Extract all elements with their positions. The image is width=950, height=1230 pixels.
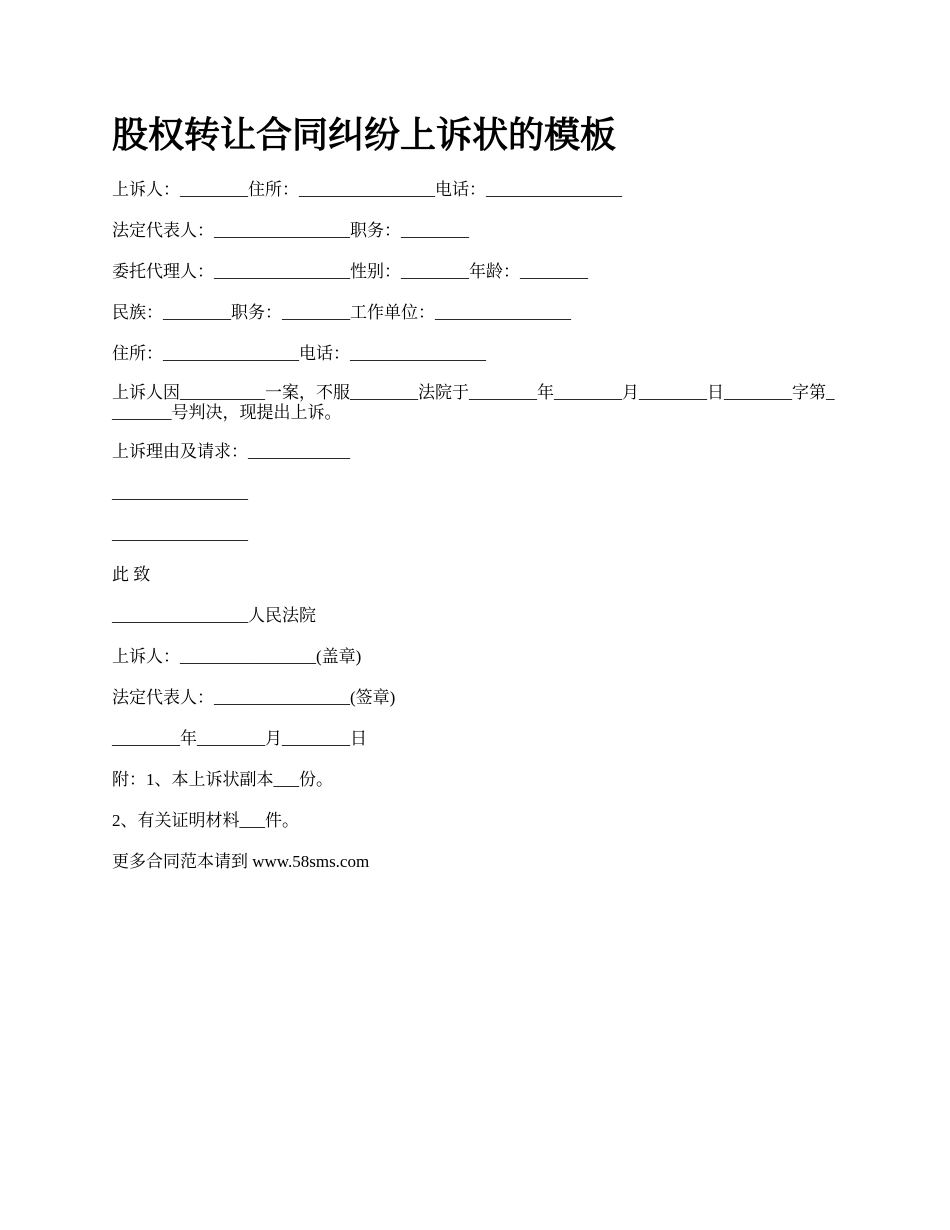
representative-signature-line: 法定代表人：________________(签章) [112, 688, 396, 707]
court-line: ________________人民法院 [112, 606, 316, 625]
blank-line-1: ________________ [112, 483, 248, 502]
appeal-reasons-line: 上诉理由及请求：____________ [112, 442, 350, 461]
salutation-line: 此 致 [112, 565, 151, 584]
more-templates-line: 更多合同范本请到 www.58sms.com [112, 852, 370, 871]
date-line: ________年________月________日 [112, 729, 367, 748]
appellant-info-line: 上诉人：________住所：________________电话：________________ [112, 180, 622, 199]
address-phone-line: 住所：________________电话：________________ [112, 344, 486, 363]
document-title: 股权转让合同纠纷上诉状的模板 [112, 115, 617, 156]
appellant-seal-line: 上诉人：________________(盖章) [112, 647, 362, 666]
legal-representative-line: 法定代表人：________________职务：________ [112, 221, 469, 240]
appeal-statement-paragraph: 上诉人因__________一案，不服________法院于________年________月________日________字第________号判决，现提出上诉。 [112, 383, 835, 422]
document-body [112, 112, 840, 891]
agent-info-line: 委托代理人：________________性别：________年龄：________ [112, 262, 588, 281]
blank-line-2: ________________ [112, 524, 248, 543]
attachment-copies-line: 附：1、本上诉状副本___份。 [112, 770, 333, 789]
ethnicity-work-line: 民族：________职务：________工作单位：________________ [112, 303, 571, 322]
attachment-evidence-line: 2、有关证明材料___件。 [112, 811, 299, 830]
